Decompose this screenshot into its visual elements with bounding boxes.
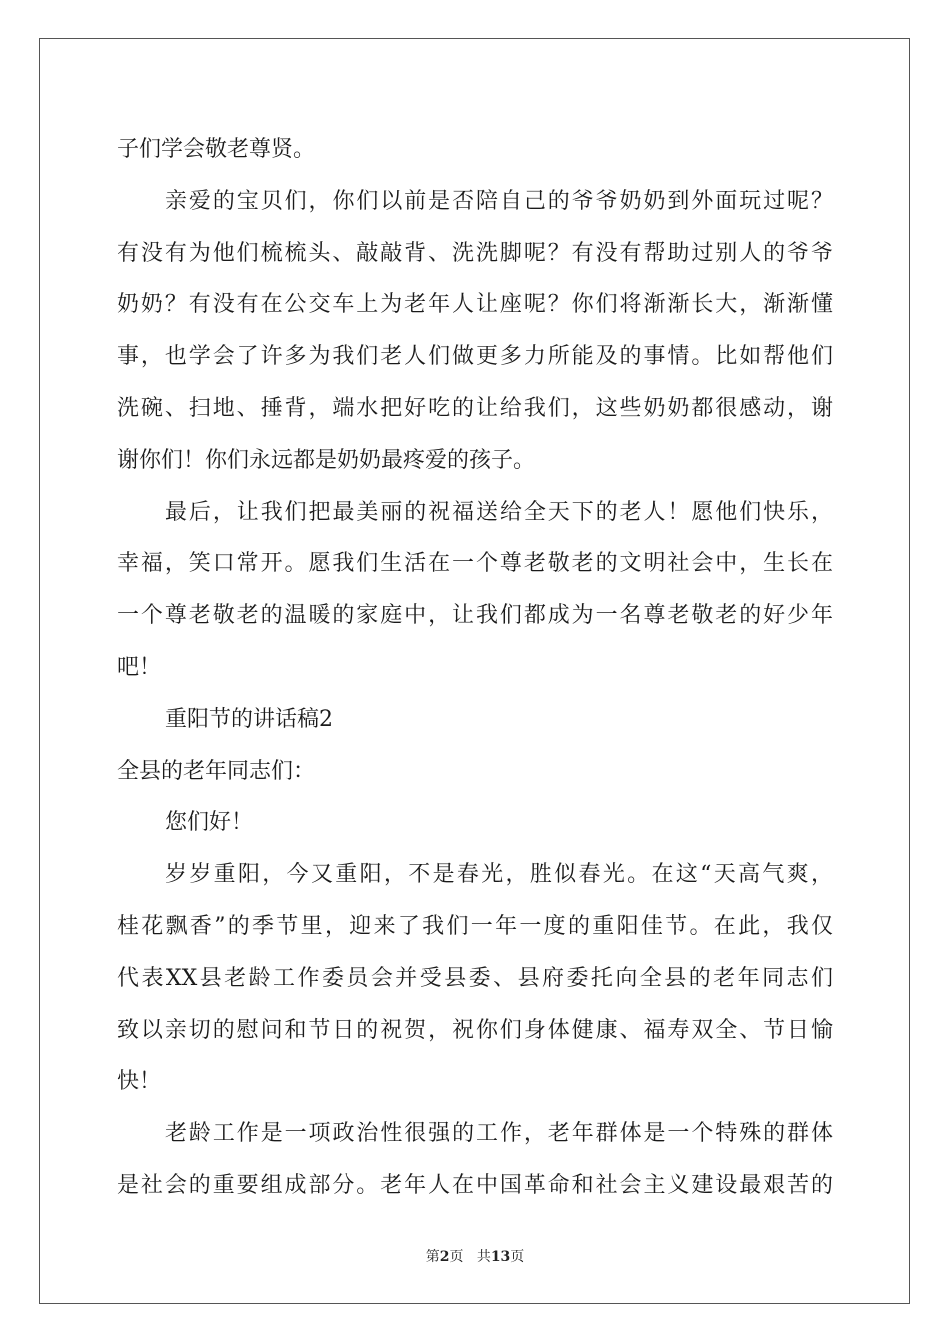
page-footer <box>0 1246 950 1266</box>
text-line: 老龄工作是一项政治性很强的工作，老年群体是一个特殊的群体 <box>165 1121 833 1147</box>
page-suffix: 页 <box>449 1249 464 1265</box>
text-line: 致以亲切的慰问和节日的祝贺，祝你们身体健康、福寿双全、节日愉 <box>117 1017 833 1043</box>
document-body <box>117 124 833 1212</box>
total-prefix: 共 <box>476 1249 491 1265</box>
text-line: 谢你们！你们永远都是奶奶最疼爱的孩子。 <box>117 447 536 473</box>
page-number: 2 <box>439 1249 450 1265</box>
text-line: 子们学会敬老尊贤。 <box>117 137 316 162</box>
page-prefix: 第 <box>425 1249 440 1265</box>
text-line: 奶奶？有没有在公交车上为老年人让座呢？你们将渐渐长大，渐渐懂 <box>117 292 833 318</box>
text-line: 事，也学会了许多为我们老人们做更多力所能及的事情。比如帮他们 <box>117 344 833 370</box>
text-line: 亲爱的宝贝们，你们以前是否陪自己的爷爷奶奶到外面玩过呢？ <box>165 188 833 214</box>
text-line: 最后，让我们把最美丽的祝福送给全天下的老人！愿他们快乐， <box>165 499 833 525</box>
text-line: 桂花飘香”的季节里，迎来了我们一年一度的重阳佳节。在此，我仅 <box>117 913 833 939</box>
text-line: 全县的老年同志们： <box>117 758 316 784</box>
text-line: 您们好！ <box>165 810 254 836</box>
total-pages: 13 <box>490 1249 511 1265</box>
text-line: 吧！ <box>117 654 162 680</box>
text-line: 重阳节的讲话稿2 <box>165 706 333 732</box>
total-suffix: 页 <box>510 1249 525 1265</box>
text-line: 是社会的重要组成部分。老年人在中国革命和社会主义建设最艰苦的 <box>117 1172 833 1198</box>
text-line: 幸福，笑口常开。愿我们生活在一个尊老敬老的文明社会中，生长在 <box>117 551 833 577</box>
text-line: 代表XX县老龄工作委员会并受县委、县府委托向全县的老年同志们 <box>117 965 833 991</box>
text-line: 快！ <box>117 1069 162 1095</box>
text-line: 洗碗、扫地、捶背，端水把好吃的让给我们，这些奶奶都很感动，谢 <box>117 395 833 421</box>
text-line: 一个尊老敬老的温暖的家庭中，让我们都成为一名尊老敬老的好少年 <box>117 603 833 629</box>
text-line: 有没有为他们梳梳头、敲敲背、洗洗脚呢？有没有帮助过别人的爷爷 <box>117 240 833 266</box>
text-line: 岁岁重阳，今又重阳，不是春光，胜似春光。在这“天高气爽， <box>165 862 833 888</box>
